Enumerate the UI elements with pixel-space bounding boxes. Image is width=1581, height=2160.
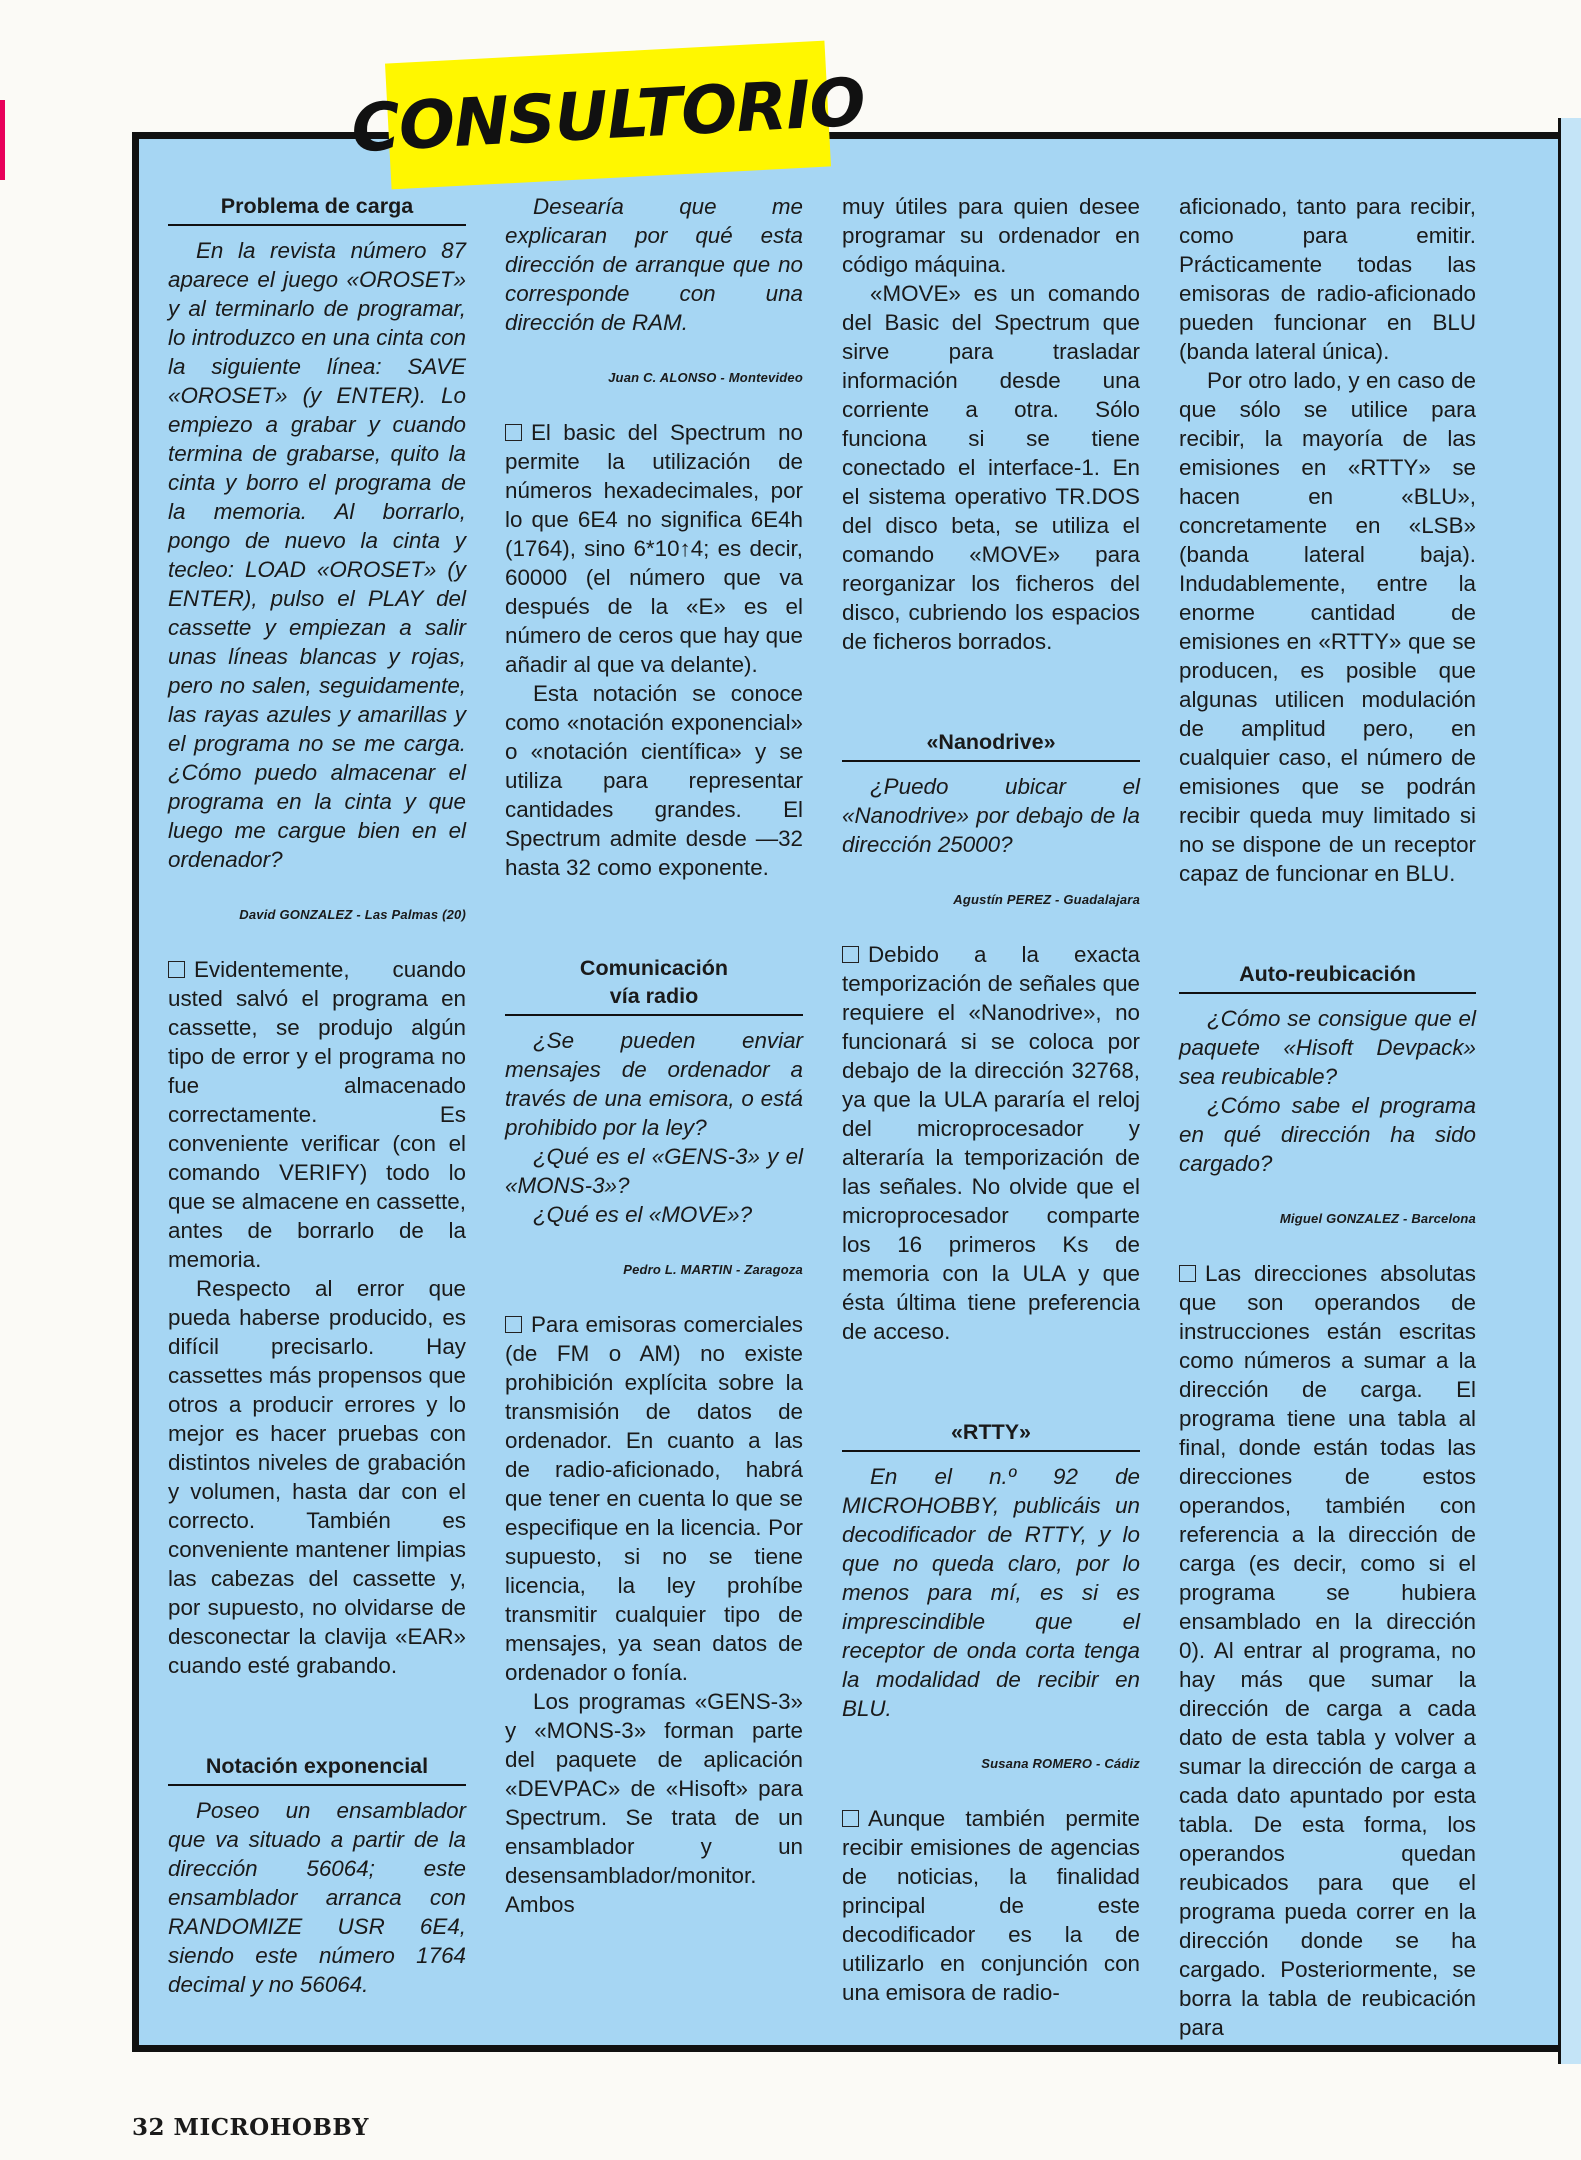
section-gap bbox=[505, 882, 803, 954]
paragraph: ¿Se pueden enviar mensajes de ordenador a través de una emisora, o está prohibido por la ley? bbox=[505, 1028, 803, 1140]
editor-answer bbox=[842, 192, 1140, 656]
editor-answer bbox=[1179, 192, 1476, 888]
section-gap bbox=[842, 656, 1140, 728]
paragraph: Desearía que me explicaran por qué esta dirección de arranque que no corresponde con una dirección de RAM. bbox=[505, 194, 803, 335]
paragraph: Poseo un ensamblador que va situado a partir de la dirección 56064; este ensamblador arranca con RANDOMIZE USR 6E4, siendo este número 1764 decimal y no 56064. bbox=[168, 1798, 466, 1997]
paragraph: ¿Cómo sabe el programa en qué dirección ha sido cargado? bbox=[1179, 1093, 1476, 1176]
column-2 bbox=[505, 192, 803, 1919]
paragraph-text: Evidentemente, cuando usted salvó el programa en cassette, se produjo algún tipo de error y el programa no fue almacenado correctamente. Es conveniente verificar (con el comando VERIFY) todo lo que se almacene en cassette, antes de borrarlo de la memoria. bbox=[168, 957, 466, 1272]
paragraph bbox=[168, 955, 466, 1274]
paragraph: Esta notación se conoce como «notación exponencial» o «notación científica» y se utiliza para representar cantidades grandes. El Spectrum admite desde —32 hasta 32 como exponente. bbox=[505, 681, 803, 880]
page-footer bbox=[132, 2114, 369, 2141]
section-gap bbox=[1179, 888, 1476, 960]
paragraph: aficionado, tanto para recibir, como para emitir. Prácticamente todas las emisoras de radio-aficionado pueden funcionar en BLU (banda lateral única). bbox=[1179, 194, 1476, 364]
answer-box-icon bbox=[1179, 1265, 1196, 1282]
magazine-name: MICROHOBBY bbox=[173, 2114, 369, 2141]
editor-answer bbox=[168, 955, 466, 1680]
reader-question bbox=[1179, 1004, 1476, 1178]
column-3 bbox=[842, 192, 1140, 2007]
editor-answer bbox=[505, 418, 803, 882]
paragraph bbox=[505, 418, 803, 679]
paragraph: ¿Qué es el «GENS-3» y el «MONS-3»? bbox=[505, 1144, 803, 1198]
answer-box-icon bbox=[505, 424, 522, 441]
article-title bbox=[505, 954, 803, 1016]
page-right-edge bbox=[1558, 118, 1581, 2064]
answer-box-icon bbox=[842, 1810, 859, 1827]
article-title-line: Comunicación bbox=[579, 956, 729, 980]
paragraph: Los programas «GENS-3» y «MONS-3» forman parte del paquete de aplicación «DEVPAC» de «Hisoft» para Spectrum. Se trata de un ensamblador y un desensamblador/monitor. Ambos bbox=[505, 1689, 803, 1917]
article-title-line: vía radio bbox=[609, 984, 699, 1008]
column-4 bbox=[1179, 192, 1476, 2042]
reader-signature: Agustín PEREZ - Guadalajara bbox=[953, 892, 1140, 907]
article-title-line: Notación exponencial bbox=[205, 1754, 429, 1778]
article-title bbox=[1179, 960, 1476, 994]
article-title bbox=[168, 1752, 466, 1786]
article-title bbox=[842, 728, 1140, 762]
paragraph bbox=[505, 1310, 803, 1687]
editor-answer bbox=[1179, 1259, 1476, 2042]
answer-box-icon bbox=[842, 946, 859, 963]
page-number: 32 bbox=[132, 2114, 166, 2141]
paragraph: «MOVE» es un comando del Basic del Spectrum que sirve para trasladar información desde una corriente a otra. Sólo funciona si se tiene conectado el interface-1. En el sistema operativo TR.DOS del disco beta, se utiliza el comando «MOVE» para reorganizar los ficheros del disco, cubriendo los espacios de ficheros borrados. bbox=[842, 281, 1140, 654]
reader-signature: Susana ROMERO - Cádiz bbox=[981, 1756, 1140, 1771]
section-gap bbox=[842, 1346, 1140, 1418]
editor-answer bbox=[842, 940, 1140, 1346]
paragraph: En la revista número 87 aparece el juego «OROSET» y al terminarlo de programar, lo introduzco en una cinta con la siguiente línea: SAVE «OROSET» (y ENTER). Lo empiezo a grabar y cuando termina de grabarse, quito la cinta y borro el programa de la memoria. Al borrarlo, pongo de nuevo la cinta y tecleo: LOAD «OROSET» (y ENTER), pulso el PLAY del cassette y empiezan a salir unas líneas blancas y rojas, pero no salen, seguidamente, las rayas azules y amarillas y el programa no se me carga. ¿Cómo puedo almacenar el programa en la cinta y que luego me cargue bien en el ordenador? bbox=[168, 238, 466, 872]
article-title-line: Auto-reubicación bbox=[1239, 962, 1416, 986]
section-banner bbox=[349, 41, 867, 190]
editor-answer bbox=[842, 1804, 1140, 2007]
paragraph-text: Para emisoras comerciales (de FM o AM) no existe prohibición explícita sobre la transmisión de datos de ordenador. En cuanto a las de radio-aficionado, habrá que tener en cuenta lo que se especifique en la licencia. Por supuesto, si no se tiene licencia, la ley prohíbe transmitir cualquier tipo de mensajes, ya sean datos de ordenador o fonía. bbox=[505, 1312, 803, 1685]
paragraph: En el n.º 92 de MICROHOBBY, publicáis un decodificador de RTTY, y lo que no queda claro, por lo menos para mí, es si es imprescindible que el receptor de onda corta tenga la modalidad de recibir en BLU. bbox=[842, 1464, 1140, 1721]
article-title-line: Problema de carga bbox=[220, 194, 414, 218]
paragraph: Por otro lado, y en caso de que sólo se utilice para recibir, la mayoría de las emisiones en «RTTY» se hacen en «BLU», concretamente en «LSB» (banda lateral baja). Indudablemente, entre la enorme cantidad de emisiones en «RTTY» que se producen, es posible que algunas utilicen modulación de amplitud pero, en cualquier caso, el número de emisiones que se podrán recibir queda muy limitado si no se dispone de un receptor capaz de funcionar en BLU. bbox=[1179, 368, 1476, 886]
paragraph: ¿Puedo ubicar el «Nanodrive» por debajo de la dirección 25000? bbox=[842, 774, 1140, 857]
paragraph: Respecto al error que pueda haberse producido, es difícil precisarlo. Hay cassettes más propensos que otros a producir errores y lo mejor es hacer pruebas con distintos niveles de grabación y volumen, hasta dar con el correcto. También es conveniente mantener limpias las cabezas del cassette y, por supuesto, no olvidarse de desconectar la clavija «EAR» cuando esté grabando. bbox=[168, 1276, 466, 1678]
paragraph-text: El basic del Spectrum no permite la utilización de números hexadecimales, por lo que 6E4 no significa 6E4h (1764), sino 6*10↑4; es decir, 60000 (el número que va después de la «E» es el número de ceros que hay que añadir al que va delante). bbox=[505, 420, 803, 677]
section-title: CONSULTORIO bbox=[349, 63, 867, 167]
paragraph bbox=[842, 940, 1140, 1346]
reader-signature: Pedro L. MARTIN - Zaragoza bbox=[623, 1262, 803, 1277]
paragraph-text: Debido a la exacta temporización de señales que requiere el «Nanodrive», no funcionará si se coloca por debajo de la dirección 32768, ya que la ULA pararía el reloj del microprocesador y alteraría la temporización de las señales. No olvide que el microprocesador comparte los 16 primeros Ks de memoria con la ULA y que ésta última tiene preferencia de acceso. bbox=[842, 942, 1140, 1344]
paragraph: ¿Qué es el «MOVE»? bbox=[533, 1202, 753, 1227]
paragraph: ¿Cómo se consigue que el paquete «Hisoft Devpack» sea reubicable? bbox=[1179, 1006, 1476, 1089]
paragraph bbox=[842, 1804, 1140, 2007]
column-1 bbox=[168, 192, 466, 1999]
answer-box-icon bbox=[168, 961, 185, 978]
paragraph bbox=[1179, 1259, 1476, 2042]
reader-question bbox=[505, 192, 803, 337]
reader-signature: David GONZALEZ - Las Palmas (20) bbox=[239, 907, 466, 922]
section-gap bbox=[168, 1680, 466, 1752]
reader-signature: Juan C. ALONSO - Montevideo bbox=[608, 370, 803, 385]
answer-box-icon bbox=[505, 1316, 522, 1333]
reader-question bbox=[168, 1796, 466, 1999]
article-title bbox=[842, 1418, 1140, 1452]
paragraph: muy útiles para quien desee programar su ordenador en código máquina. bbox=[842, 194, 1140, 277]
editor-answer bbox=[505, 1310, 803, 1919]
reader-question bbox=[842, 772, 1140, 859]
paragraph-text: Las direcciones absolutas que son operandos de instrucciones están escritas como números a sumar a la dirección de carga. El programa tiene una tabla al final, donde están todas las direcciones de estos operandos, también con referencia a la dirección de carga (es decir, como si el programa se hubiera ensamblado en la dirección 0). Al entrar al programa, no hay más que sumar la dirección de carga a cada dato de esta tabla y volver a sumar la dirección de carga a cada dato apuntado por esta tabla. De esta forma, los operandos quedan reubicados para que el programa pueda correr en la dirección donde se ha cargado. Posteriormente, se borra la tabla de reubicación para bbox=[1179, 1261, 1476, 2040]
article-title bbox=[168, 192, 466, 226]
reader-question bbox=[168, 236, 466, 874]
page-edge-mark bbox=[0, 100, 5, 180]
article-title-line: «Nanodrive» bbox=[926, 730, 1056, 754]
article-title-line: «RTTY» bbox=[950, 1420, 1032, 1444]
paragraph-text: Aunque también permite recibir emisiones de agencias de noticias, la finalidad principal de este decodificador es la de utilizarlo en conjunción con una emisora de radio- bbox=[842, 1806, 1140, 2005]
reader-question bbox=[505, 1026, 803, 1229]
reader-question bbox=[842, 1462, 1140, 1723]
reader-signature: Miguel GONZALEZ - Barcelona bbox=[1279, 1211, 1476, 1226]
